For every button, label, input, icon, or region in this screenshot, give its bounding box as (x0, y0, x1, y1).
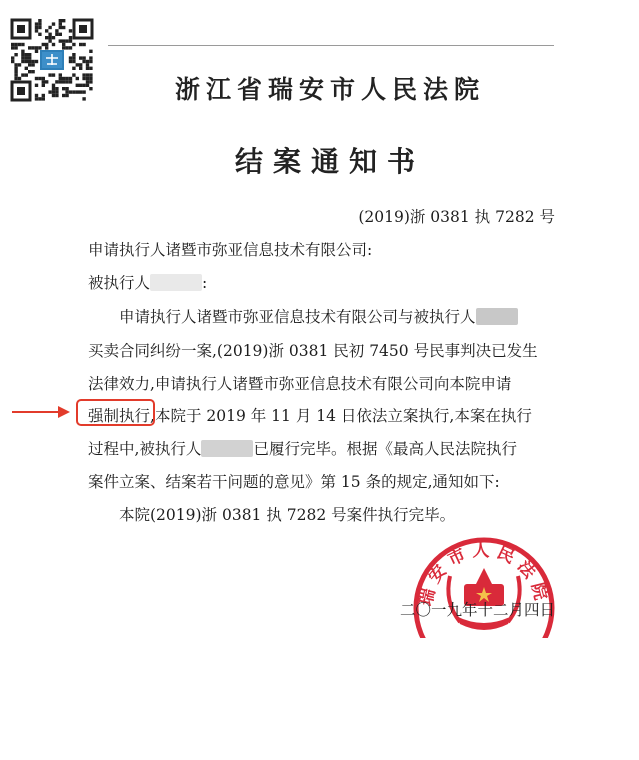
body-line-3: 法律效力,申请执行人诸暨市弥亚信息技术有限公司向本院申请 (88, 375, 512, 393)
header-rule (108, 45, 554, 46)
court-name: 浙江省瑞安市人民法院 (174, 75, 485, 104)
issue-date: 二〇一九年十二月四日 (400, 601, 556, 619)
qr-code-icon (10, 18, 94, 102)
arrow-right-icon (10, 402, 72, 422)
body-text: 申请执行人诸暨市弥亚信息技术有限公司与被执行人 (119, 308, 476, 326)
seal-text: 瑞安市人民法院 (416, 541, 552, 608)
body-paragraph-2: 本院(2019)浙 0381 执 7282 号案件执行完毕。 (119, 506, 456, 524)
document-title: 结案通知书 (234, 145, 425, 178)
respondent-suffix: : (202, 274, 208, 292)
applicant-addressee: 申请执行人诸暨市弥亚信息技术有限公司: (88, 241, 373, 259)
case-number: (2019)浙 0381 执 7282 号 (358, 208, 555, 226)
body-text: ,本院于 2019 年 11 月 14 日依法立案执行,本案在执行 (150, 407, 532, 425)
body-line-5 (88, 437, 517, 459)
body-line-6: 案件立案、结案若干问题的意见》第 15 条的规定,通知如下: (88, 473, 500, 491)
respondent-addressee (88, 271, 207, 293)
redacted-name (476, 308, 518, 325)
body-text: 过程中,被执行人 (88, 440, 202, 458)
body-line-1 (119, 305, 518, 327)
redacted-name (150, 274, 202, 291)
respondent-prefix: 被执行人 (88, 274, 151, 292)
redacted-name (201, 440, 253, 457)
highlighted-phrase: 强制执行 (88, 407, 151, 425)
court-seal (404, 526, 564, 638)
body-text: 已履行完毕。根据《最高人民法院执行 (253, 440, 517, 458)
highlight-box (76, 399, 155, 426)
body-line-2: 买卖合同纠纷一案,(2019)浙 0381 民初 7450 号民事判决已发生 (88, 342, 538, 360)
